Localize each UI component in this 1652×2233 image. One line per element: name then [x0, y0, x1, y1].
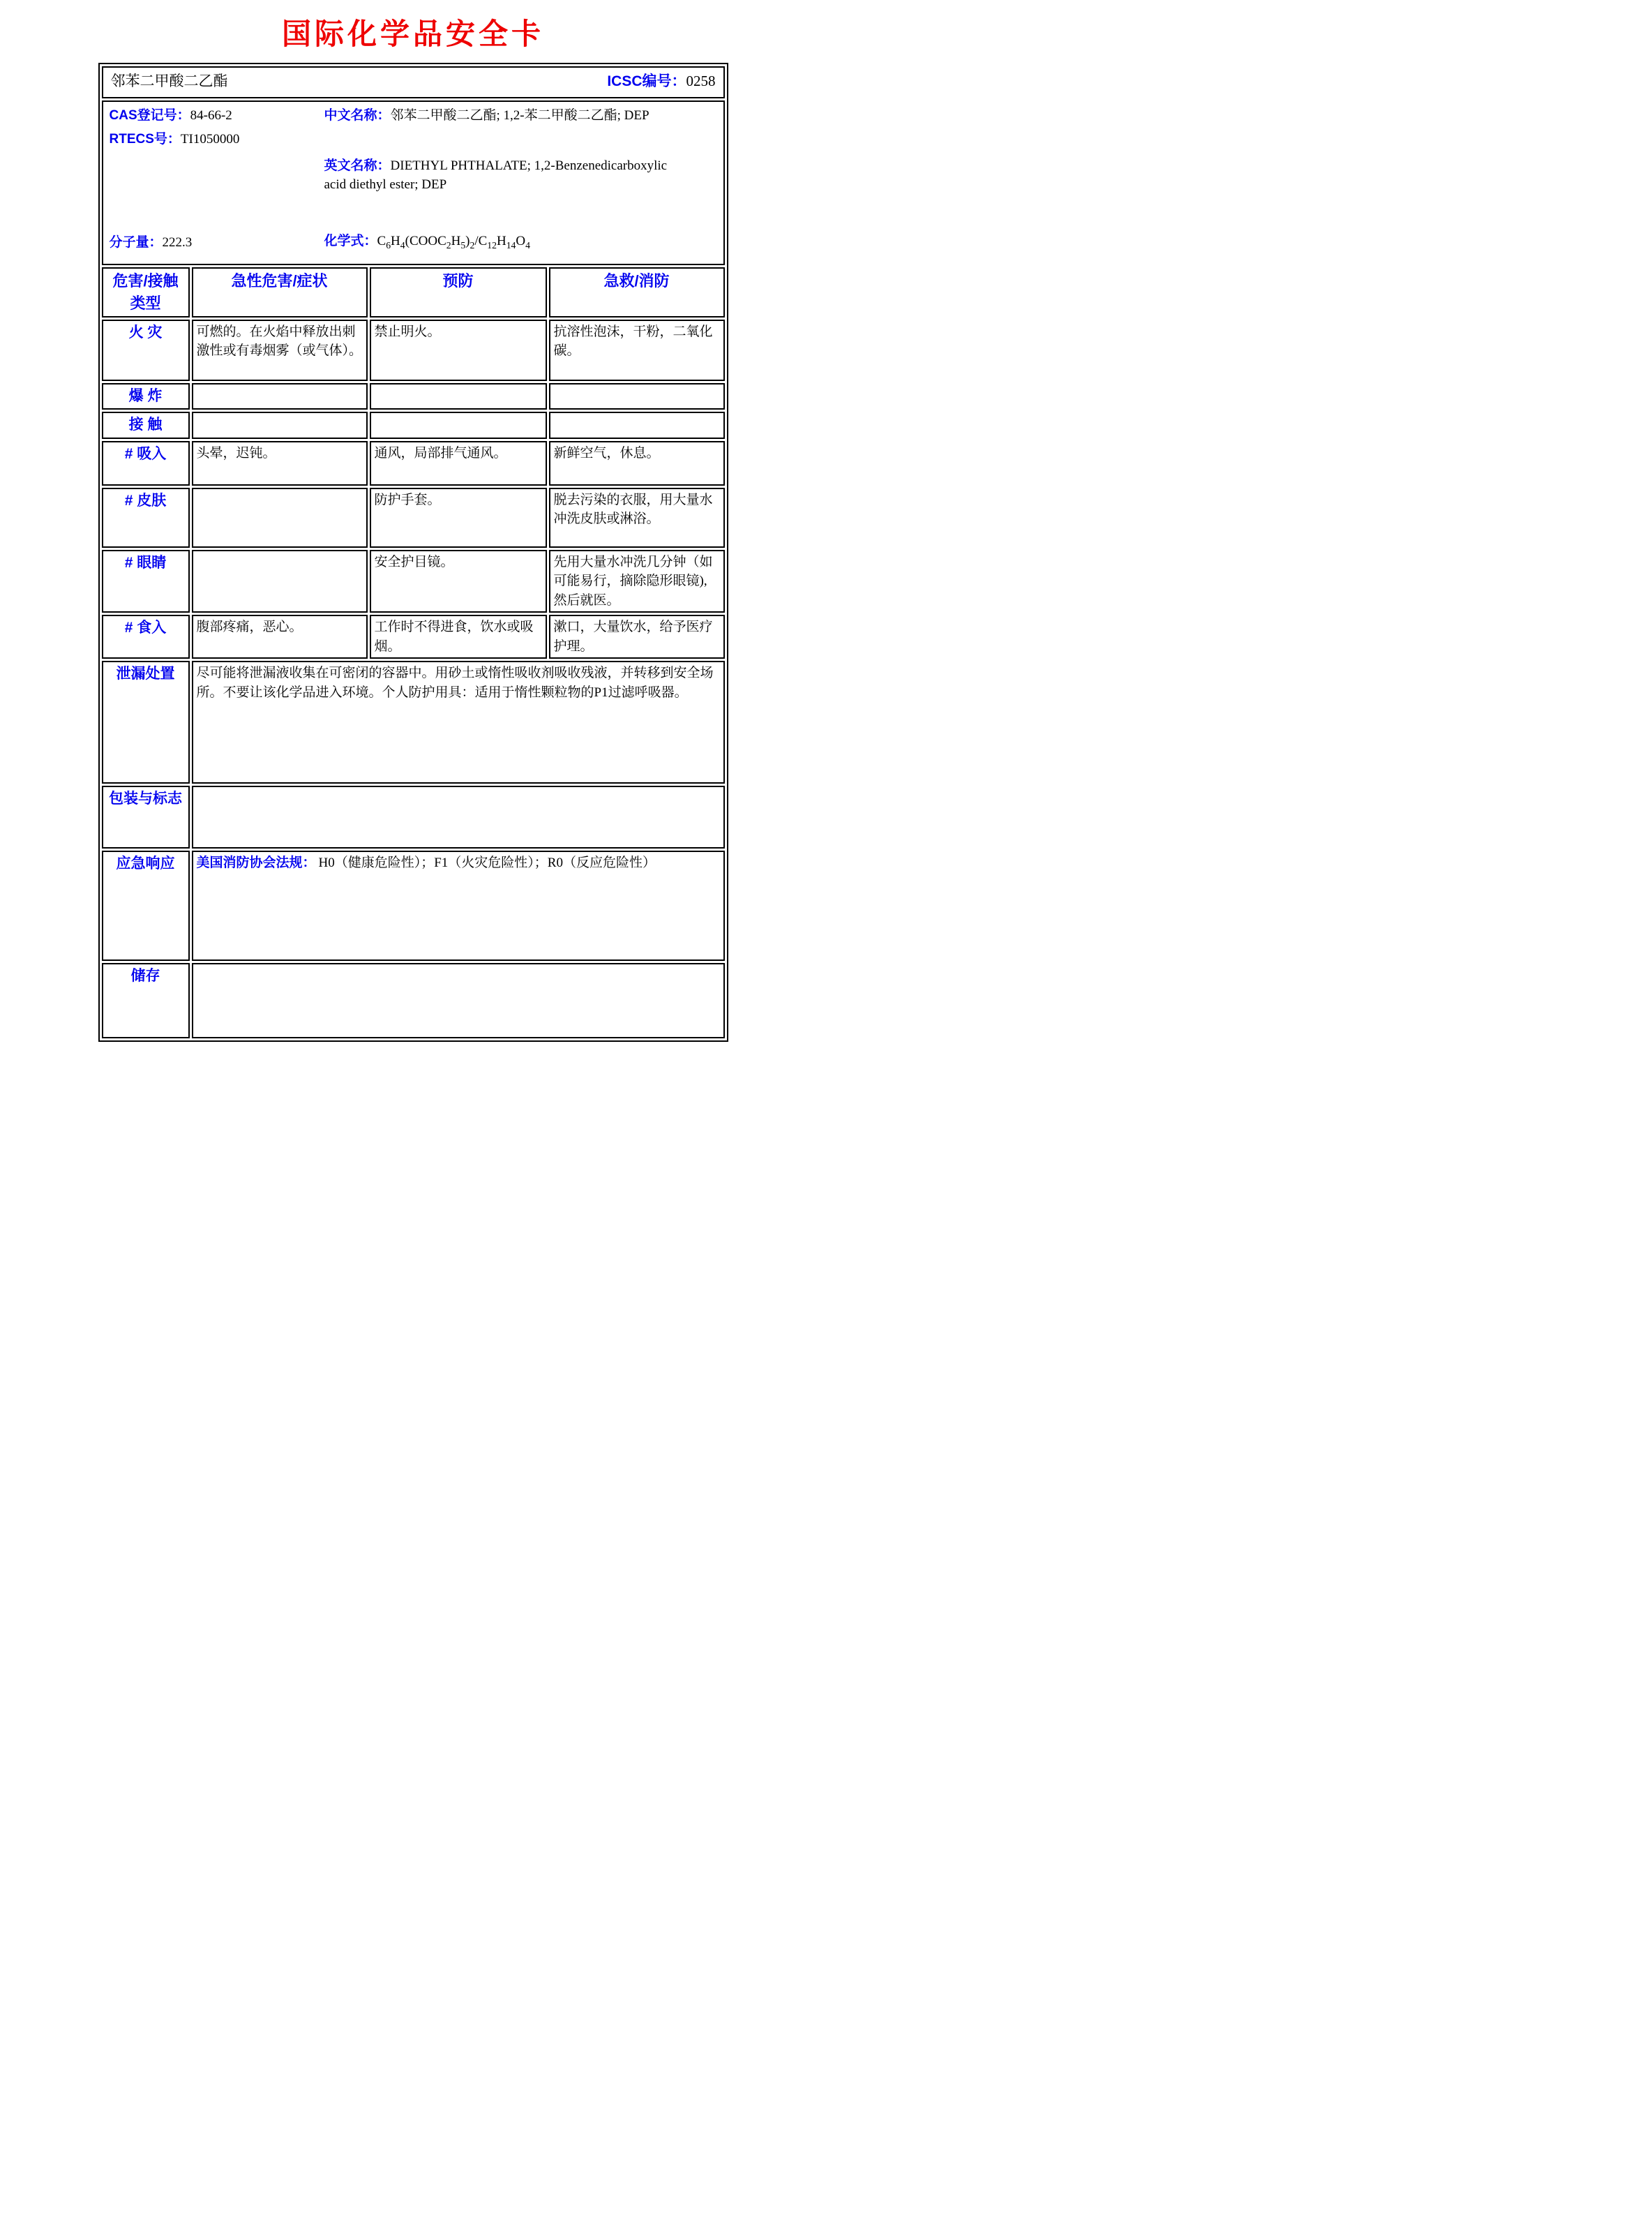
nfpa-code-values: H0（健康危险性）；F1（火灾危险性）；R0（反应危险性） — [318, 856, 656, 871]
rtecs-line — [110, 130, 324, 149]
inhalation-firstaid-cell: 新鲜空气，休息。 — [549, 441, 725, 486]
molecular-weight-label: 分子量： — [109, 235, 163, 251]
ingestion-firstaid-cell: 漱口，大量饮水，给予医疗护理。 — [549, 615, 725, 659]
emergency-response-content-cell — [192, 851, 725, 961]
table-row-spillage — [102, 661, 725, 784]
exposure-prevention-cell — [370, 412, 547, 438]
skin-prevention-cell: 防护手套。 — [370, 488, 547, 548]
formula-value: $C_6H_4(COOC_2H_5)_2/C_{12}H_{14}O_4$ — [377, 234, 530, 251]
eyes-symptoms-cell — [192, 550, 368, 613]
english-name-line — [324, 156, 677, 195]
molecular-weight-value: 222.3 — [162, 235, 193, 251]
column-header-first-aid: 急救/消防 — [549, 267, 725, 318]
id-left-column — [110, 106, 324, 253]
row-label-storage: 储存 — [102, 963, 190, 1038]
chinese-name-line — [324, 106, 677, 126]
icsc-page — [0, 0, 826, 1116]
table-row-storage — [102, 963, 725, 1038]
chinese-name-value: 邻苯二甲酸二乙酯; 1,2-苯二甲酸二乙酯; DEP — [390, 108, 649, 123]
name-icsc-cell — [102, 66, 725, 98]
explosion-symptoms-cell — [192, 383, 368, 410]
cas-number: 84-66-2 — [190, 108, 232, 123]
table-row-exposure — [102, 412, 725, 438]
english-name-label: 英文名称： — [324, 158, 391, 173]
row-label-packaging: 包装与标志 — [102, 786, 190, 849]
icsc-number-group — [607, 70, 715, 92]
fire-symptoms-cell: 可燃的。在火焰中释放出刺激性或有毒烟雾（或气体）。 — [192, 320, 368, 381]
table-row-explosion — [102, 383, 725, 410]
row-label-eyes: # 眼睛 — [102, 550, 190, 613]
column-header-acute-hazards: 急性危害/症状 — [192, 267, 368, 318]
icsc-label: ICSC编号： — [607, 73, 686, 89]
formula-label: 化学式： — [324, 234, 377, 249]
table-row-skin — [102, 488, 725, 548]
exposure-symptoms-cell — [192, 412, 368, 438]
inhalation-symptoms-cell: 头晕，迟钝。 — [192, 441, 368, 486]
table-row-inhalation — [102, 441, 725, 486]
table-row-ingestion — [102, 615, 725, 659]
column-header-hazard-type: 危害/接触类型 — [102, 267, 190, 318]
chemical-name: 邻苯二甲酸二乙酯 — [110, 73, 228, 89]
nfpa-code-label: 美国消防协会法规： — [196, 856, 316, 871]
skin-symptoms-cell — [192, 488, 368, 548]
inhalation-prevention-cell: 通风，局部排气通风。 — [370, 441, 547, 486]
row-label-exposure: 接 触 — [102, 412, 190, 438]
icsc-number: 0258 — [686, 73, 716, 89]
molecular-weight-line — [110, 233, 324, 253]
fire-firefighting-cell: 抗溶性泡沫，干粉，二氧化碳。 — [549, 320, 725, 381]
skin-firstaid-cell: 脱去污染的衣服，用大量水冲洗皮肤或淋浴。 — [549, 488, 725, 548]
id-right-column — [324, 106, 677, 253]
spillage-content-cell: 尽可能将泄漏液收集在可密闭的容器中。用砂土或惰性吸收剂吸收残液，并转移到安全场所。不要让该化学品进入环境。个人防护用具：适用于惰性颗粒物的P1过滤呼吸器。 — [192, 661, 725, 784]
page-title: 国际化学品安全卡 — [281, 19, 544, 51]
fire-prevention-cell: 禁止明火。 — [370, 320, 547, 381]
table-row-fire — [102, 320, 725, 381]
identification-cell — [102, 100, 725, 265]
row-label-explosion: 爆 炸 — [102, 383, 190, 410]
table-row-packaging — [102, 786, 725, 849]
row-label-emergency-response: 应急响应 — [102, 851, 190, 961]
explosion-firefighting-cell — [549, 383, 725, 410]
eyes-prevention-cell: 安全护目镜。 — [370, 550, 547, 613]
table-row-header-name — [102, 66, 725, 98]
row-label-ingestion: # 食入 — [102, 615, 190, 659]
table-row-eyes — [102, 550, 725, 613]
storage-content-cell — [192, 963, 725, 1038]
column-header-prevention: 预防 — [370, 267, 547, 318]
ingestion-symptoms-cell: 腹部疼痛，恶心。 — [192, 615, 368, 659]
rtecs-label: RTECS号： — [109, 131, 181, 147]
eyes-firstaid-cell: 先用大量水冲洗几分钟（如可能易行，摘除隐形眼镜),然后就医。 — [549, 550, 725, 613]
row-label-inhalation: # 吸入 — [102, 441, 190, 486]
explosion-prevention-cell — [370, 383, 547, 410]
cas-line — [110, 106, 324, 126]
cas-label: CAS登记号： — [109, 108, 190, 123]
exposure-firstaid-cell — [549, 412, 725, 438]
formula-line — [324, 232, 677, 253]
table-row-emergency-response — [102, 851, 725, 961]
table-row-column-headers — [102, 267, 725, 318]
english-name-value: DIETHYL PHTHALATE; 1,2-Benzenedicarboxylic acid diethyl ester; DEP — [324, 158, 668, 193]
row-label-fire: 火 灾 — [102, 320, 190, 381]
table-row-identification — [102, 100, 725, 265]
ingestion-prevention-cell: 工作时不得进食，饮水或吸烟。 — [370, 615, 547, 659]
rtecs-number: TI1050000 — [180, 131, 240, 147]
chinese-name-label: 中文名称： — [324, 108, 391, 123]
icsc-table — [98, 63, 728, 1042]
packaging-content-cell — [192, 786, 725, 849]
row-label-spillage: 泄漏处置 — [102, 661, 190, 784]
row-label-skin: # 皮肤 — [102, 488, 190, 548]
